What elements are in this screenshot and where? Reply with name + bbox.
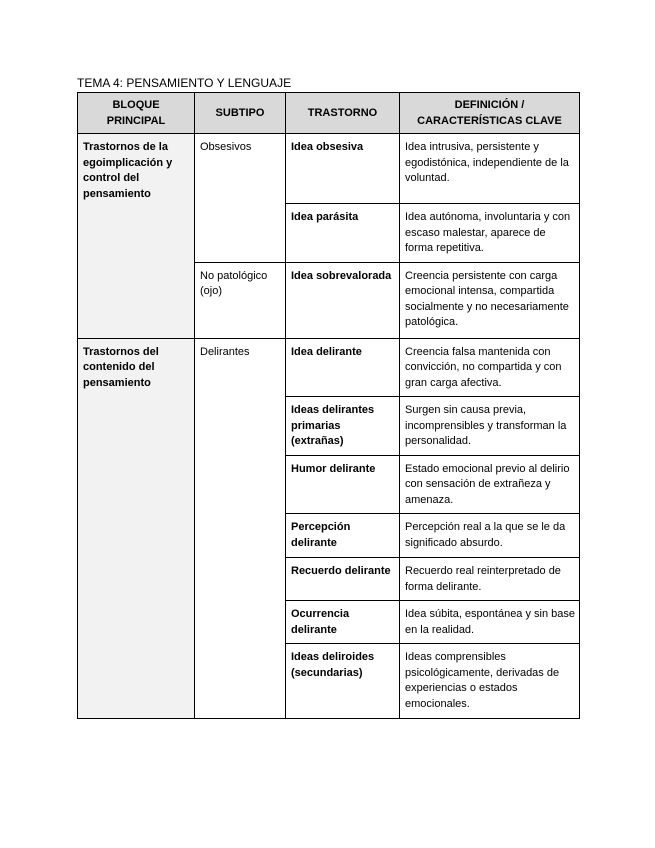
definicion-cell: Creencia falsa mantenida con convicción, no compartida y con gran carga afectiva. [400,338,580,397]
trastorno-cell: Ideas delirantes primarias (extrañas) [286,397,400,456]
subtipo-cell: Delirantes [195,338,286,719]
definicion-cell: Percepción real a la que se le da significado absurdo. [400,514,580,558]
header-trastorno: TRASTORNO [286,93,400,134]
definicion-cell: Idea intrusiva, persistente y egodistónica, independiente de la voluntad. [400,134,580,204]
trastorno-cell: Recuerdo delirante [286,558,400,601]
definicion-cell: Estado emocional previo al delirio con sensación de extrañeza y amenaza. [400,455,580,514]
disorders-table [77,92,580,719]
table-row [78,134,580,204]
header-definicion: DEFINICIÓN / CARACTERÍSTICAS CLAVE [400,93,580,134]
definicion-cell: Surgen sin causa previa, incomprensibles y transforman la personalidad. [400,397,580,456]
definicion-cell: Idea súbita, espontánea y sin base en la realidad. [400,601,580,644]
subtipo-cell: No patológico (ojo) [195,262,286,338]
header-bloque-principal: BLOQUE PRINCIPAL [78,93,195,134]
definicion-cell: Creencia persistente con carga emocional intensa, compartida socialmente y no necesariamente patológica. [400,262,580,338]
table-header-row [78,93,580,134]
trastorno-cell: Percepción delirante [286,514,400,558]
trastorno-cell: Ocurrencia delirante [286,601,400,644]
header-subtipo: SUBTIPO [195,93,286,134]
trastorno-cell: Ideas deliroides (secundarias) [286,644,400,719]
definicion-cell: Ideas comprensibles psicológicamente, derivadas de experiencias o estados emocionales. [400,644,580,719]
trastorno-cell: Idea delirante [286,338,400,397]
bloque-cell: Trastornos de la egoimplicación y control del pensamiento [78,134,195,339]
definicion-cell: Idea autónoma, involuntaria y con escaso malestar, aparece de forma repetitiva. [400,204,580,263]
page-title: TEMA 4: PENSAMIENTO Y LENGUAJE [77,76,292,90]
table-row [78,338,580,397]
definicion-cell: Recuerdo real reinterpretado de forma delirante. [400,558,580,601]
trastorno-cell: Humor delirante [286,455,400,514]
trastorno-cell: Idea parásita [286,204,400,263]
trastorno-cell: Idea sobrevalorada [286,262,400,338]
subtipo-cell: Obsesivos [195,134,286,263]
trastorno-cell: Idea obsesiva [286,134,400,204]
bloque-cell: Trastornos del contenido del pensamiento [78,338,195,719]
